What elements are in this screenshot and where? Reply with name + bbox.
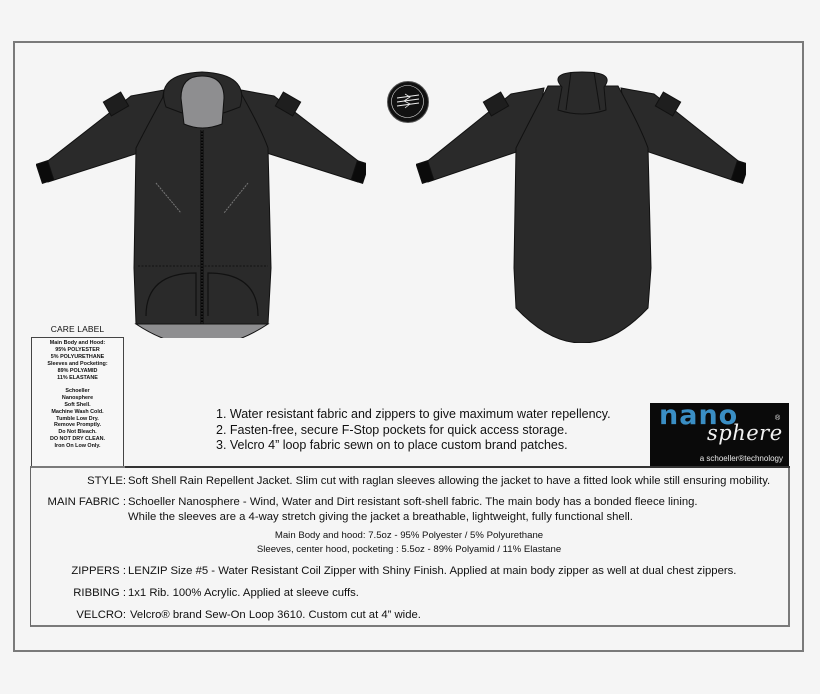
care-line: Schoeller: [65, 387, 90, 394]
care-label-title: CARE LABEL: [50, 324, 105, 334]
spec-value: Soft Shell Rain Repellent Jacket. Slim cut with raglan sleeves allowing the jacket to have a fitted look while still ensuring mobility.: [128, 475, 771, 487]
spec-value: Velcro® brand Sew-On Loop 3610. Custom cut at 4” wide.: [130, 609, 421, 621]
jacket-back-view: [416, 68, 746, 343]
feature-item: 2. Fasten-free, secure F-Stop pockets for quick access storage.: [216, 422, 568, 437]
arrows-icon: [388, 82, 427, 121]
care-line: 5% POLYURETHANE: [50, 353, 105, 360]
care-line: 11% ELASTANE: [57, 374, 98, 381]
logo-sphere-text: sphere: [707, 421, 783, 445]
care-line: 89% POLYAMID: [57, 367, 98, 374]
logo-tagline: a schoeller®technology: [699, 454, 783, 463]
logo-nano-text: nano: [659, 400, 739, 431]
care-line: Sleeves and Pocketing:: [47, 360, 108, 367]
spec-weight-sleeves: Sleeves, center hood, pocketing : 5.5oz - 89% Polyamid / 11% Elastane: [256, 544, 562, 555]
care-line: Tumble Low Dry.: [56, 415, 99, 422]
care-line: Nanosphere: [61, 394, 94, 401]
spec-label: VELCRO:: [76, 609, 126, 621]
care-label-box: [31, 337, 124, 467]
spec-weight-main: Main Body and hood: 7.5oz - 95% Polyester / 5% Polyurethane: [274, 530, 544, 541]
spec-value: 1x1 Rib. 100% Acrylic. Applied at sleeve cuffs.: [128, 587, 359, 599]
brand-badge-logo: [387, 81, 429, 123]
care-line: 95% POLYESTER: [55, 346, 100, 353]
feature-item: 1. Water resistant fabric and zippers to give maximum water repellency.: [216, 407, 611, 421]
spec-label: RIBBING :: [73, 587, 126, 599]
spec-label: ZIPPERS :: [71, 565, 126, 577]
care-line: Machine Wash Cold.: [51, 408, 104, 415]
care-line: Remove Promptly.: [54, 422, 101, 429]
specs-table: [30, 466, 790, 627]
care-line: Main Body and Hood:: [49, 340, 106, 346]
nanosphere-logo: [650, 400, 789, 466]
jacket-front-view: [36, 68, 366, 338]
spec-label: MAIN FABRIC :: [47, 496, 126, 508]
feature-list: [216, 407, 611, 454]
spec-value: Schoeller Nanosphere - Wind, Water and Dirt resistant soft-shell fabric. The main body has a bonded fleece lining.: [128, 496, 698, 508]
care-line: Do Not Bleach.: [58, 429, 97, 436]
spec-value: LENZIP Size #5 - Water Resistant Coil Zipper with Shiny Finish. Applied at main body zipper as well at dual chest zippers.: [128, 565, 737, 577]
feature-item: 3. Velcro 4” loop fabric sewn on to place custom brand patches.: [216, 438, 568, 452]
registered-mark: ®: [775, 415, 781, 422]
spec-label: STYLE:: [87, 475, 126, 487]
care-line: Soft Shell.: [64, 401, 91, 408]
care-line: DO NOT DRY CLEAN.: [49, 436, 106, 443]
spec-main-fabric-line2: While the sleeves are a 4-way stretch giving the jacket a breathable, lightweight, fully functional shell.: [128, 511, 633, 523]
care-line: Iron On Low Only.: [54, 443, 101, 450]
